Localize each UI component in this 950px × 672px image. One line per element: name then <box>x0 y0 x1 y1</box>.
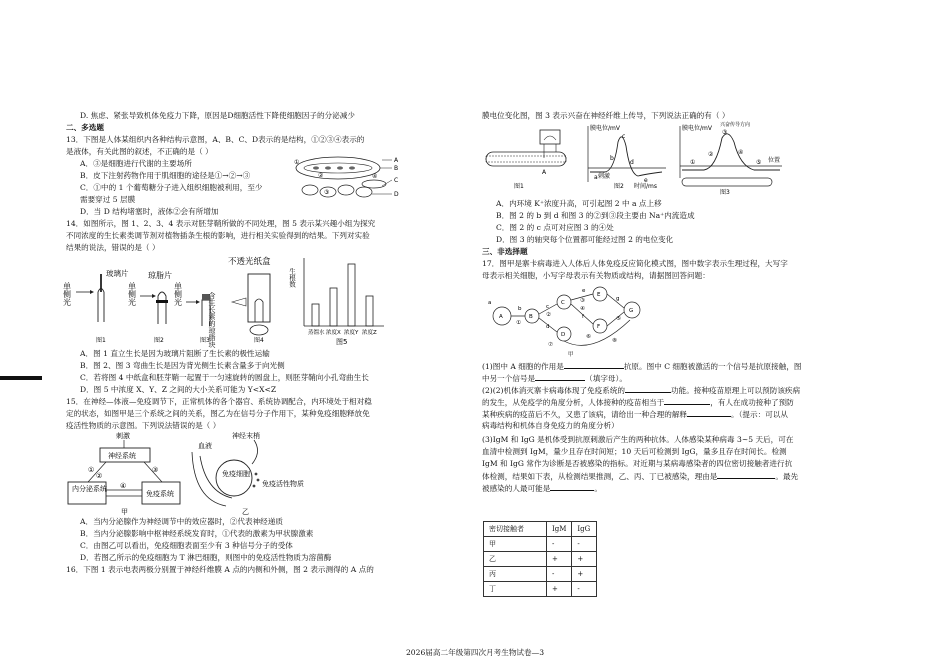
process-8: ⑧ <box>612 338 617 344</box>
q17-part3 <box>482 470 798 483</box>
label-b: B <box>394 165 399 172</box>
answer-blank[interactable] <box>535 372 585 381</box>
page-footer: 2026届高二年级第四次月考生物试卷—3 <box>405 648 545 657</box>
table-cell: - <box>572 537 597 552</box>
answer-blank[interactable] <box>564 360 624 369</box>
mark-5: ⑤ <box>756 159 762 166</box>
arrow-1: ① <box>88 466 95 474</box>
immune-substance-label: 免疫活性物质 <box>262 480 304 488</box>
cell-d: D <box>561 332 566 338</box>
answer-blank[interactable] <box>717 470 775 479</box>
q17-part1-text: （填字母）。 <box>585 374 627 383</box>
q13-tissue-figure <box>292 150 404 206</box>
bar <box>330 288 337 326</box>
q14-stem: 14．如图所示，图 1、2、3、4 表示对胚芽鞘所做的不同处理，图 5 表示某兴趣小组为探究 <box>66 219 376 228</box>
q15-stem: 定的状态，如图甲是三个系统之间的关系，图乙为在信号分子作用下，某种免疫细胞释放免 <box>66 409 370 418</box>
point-a: a <box>594 174 598 181</box>
label-c: C <box>394 177 399 184</box>
fig2-coleoptile <box>128 270 173 344</box>
table-row <box>484 582 597 597</box>
q16-stem: 膜电位变化图，图 3 表示兴奋在神经纤维上传导，下列说法正确的有（ ） <box>482 111 730 120</box>
q13-option-c: C．①中的 1 个葡萄糖分子进入组织细胞被利用，至少 <box>80 183 263 192</box>
table-header-row <box>484 522 597 537</box>
substance-a: a <box>488 300 492 306</box>
q17-part2-text: 某种疾病的疫苗后不久，又患了该病，请给出一种合理的解释 <box>482 410 688 419</box>
stimulus-label: 刺激 <box>116 432 130 440</box>
figure-1-label: 图1 <box>514 183 524 190</box>
q15-option-b: B．当内分泌腺影响中枢神经系统发育时，①代表的激素为甲状腺激素 <box>80 529 314 538</box>
cell-f: F <box>597 324 601 330</box>
nervous-system-box: 神经系统 <box>108 452 136 460</box>
mark-1: ① <box>690 159 696 166</box>
table-row <box>484 567 597 582</box>
table-cell: + <box>547 582 572 597</box>
table-cell: - <box>547 537 572 552</box>
q17-part3-text: 体检测，结果如下表，从检测结果推测，乙、丙、丁已被感染，理由是 <box>482 472 718 481</box>
q13-option-b: B．皮下注射药物作用于肌细胞的途径是①→②→③ <box>80 171 251 180</box>
substance-f: f <box>582 314 584 320</box>
section-multi-choice: 二、多选题 <box>66 123 104 132</box>
cell-e: E <box>597 292 601 298</box>
q17-part2 <box>482 396 794 409</box>
table-cell: 丙 <box>484 567 547 582</box>
fig1-label: 图1 <box>96 337 106 344</box>
blood-cells <box>313 166 355 169</box>
immune-system-box: 免疫系统 <box>146 490 174 498</box>
side-light-label: 单侧光 <box>62 282 72 306</box>
q12-option-d: D. 焦虑、紧张导致机体免疫力下降，原因是D细胞活性下降使细胞因子的分泌减少 <box>80 111 355 120</box>
figure-2-membrane-potential <box>588 124 666 190</box>
table-cell: + <box>572 567 597 582</box>
mark-4: ④ <box>738 149 744 156</box>
q14-coleoptile-figure <box>62 252 388 348</box>
q17-part1-text: 中另一个信号是 <box>482 374 536 383</box>
q14-option-a: A．图 1 直立生长是因为玻璃片阻断了生长素的极性运输 <box>80 349 270 358</box>
category-label: 浓度Y <box>344 330 359 336</box>
q16-option-b: B．图 2 的 b 到 d 和图 3 的②到③段主要由 Na⁺内流造成 <box>496 211 695 220</box>
endocrine-system-box: 内分泌系统 <box>72 485 107 493</box>
q14-stem: 不同浓度的生长素类调节剂对植物插条生根的影响，进行相关实验得到的结果。下列对实验 <box>66 231 370 240</box>
immune-cell-label: 免疫细胞 <box>222 470 250 478</box>
table-cell: 甲 <box>484 537 547 552</box>
q17-part1 <box>482 360 802 373</box>
cell-a: A <box>499 314 503 320</box>
nerve-ending-label: 神经末梢 <box>232 432 260 440</box>
cell-c: C <box>561 300 565 306</box>
arrow-2: ② <box>96 472 103 480</box>
antibody-results-table <box>483 521 597 597</box>
q13-option-d: D．当 D 结构堵塞时，液体②会有所增加 <box>80 207 219 216</box>
tissue-cells <box>302 185 372 197</box>
table-row <box>484 552 597 567</box>
table-header: IgG <box>572 522 597 537</box>
q14-stem: 结果的说法，错误的是（ ） <box>66 243 160 252</box>
answer-blank[interactable] <box>550 482 594 491</box>
label-a: A <box>394 157 399 164</box>
q17-part2-text: 的发生，从免疫学的角度分析，人体接种的疫苗相当于 <box>482 398 665 407</box>
q16-option-a: A．内环境 K⁺浓度升高，可引起图 2 中 a 点上移 <box>496 199 662 208</box>
q17-immune-figure <box>482 280 662 358</box>
q17-part3-text: 。最先 <box>775 472 799 481</box>
table-cell: - <box>572 582 597 597</box>
q13-option-a: A．③是细胞进行代谢的主要场所 <box>80 159 192 168</box>
q17-part2-text: 功能。接种疫苗原理上可以预防该疾病 <box>671 386 801 395</box>
lymph-vessel <box>362 180 386 188</box>
fig5-label: 图5 <box>336 338 348 346</box>
process-6: ⑥ <box>586 334 591 340</box>
q17-part3-text: 被感染的人最可能是 <box>482 484 551 493</box>
answer-blank[interactable] <box>625 384 671 393</box>
table-cell: - <box>547 567 572 582</box>
potential-axis-label: 膜电位/mV <box>590 125 620 132</box>
time-axis-label: 时间/ms <box>634 183 657 190</box>
bar <box>312 304 319 326</box>
cell-b: B <box>529 314 533 320</box>
side-light-label: 单侧光 <box>173 282 183 306</box>
q17-part1-text: (1)图中 A 细胞的作用是 <box>482 362 564 371</box>
figure-jia <box>68 431 180 516</box>
label-d: D <box>394 191 399 198</box>
substance-c: c <box>546 304 550 310</box>
q17-part2-text: 。（提示：可以从 <box>731 410 788 419</box>
table-cell: 丁 <box>484 582 547 597</box>
iaa-block-label: 含生长素的琼脂块 <box>208 292 216 348</box>
fig4-label: 图4 <box>254 337 264 344</box>
figure-3-conduction <box>680 121 782 196</box>
label-4: ④ <box>372 173 378 180</box>
q13-stem: 是液体，有关此图的叙述，不正确的是（ ） <box>66 147 213 156</box>
arrow-4: ④ <box>120 482 127 490</box>
table-header: IgM <box>547 522 572 537</box>
table-cell: + <box>572 552 597 567</box>
q15-option-c: C．由图乙可以看出，免疫细胞表面至少有 3 种信号分子的受体 <box>80 541 293 550</box>
q16-option-c: C．图 2 的 c 点可对应图 3 的④处 <box>496 223 614 232</box>
label-1: ① <box>294 159 300 166</box>
q15-option-d: D．若图乙所示的免疫细胞为 T 淋巴细胞，则图中的免疫活性物质为溶菌酶 <box>80 553 332 562</box>
section-free-response: 三、非选择题 <box>482 247 528 256</box>
category-label: 蒸馏水 <box>308 330 325 336</box>
q15-stem: 15．在神经—体液—免疫调节下，正常机体的各个器官、系统协调配合，内环境处于相对稳 <box>66 397 372 406</box>
q14-option-c: C．若将图 4 中纸盒和胚芽鞘一起置于一匀速旋转的圆盘上，则胚芽鞘向小孔弯曲生长 <box>80 373 369 382</box>
label-2: ② <box>318 172 324 179</box>
glass-label: 玻璃片 <box>106 269 129 278</box>
q16-neuron-figure <box>484 122 784 196</box>
q17-stem: 17．图甲是寨卡病毒进入人体后人体免疫反应简化模式图，图中数字表示生理过程，大写字 <box>482 259 788 268</box>
category-label: 浓度X <box>326 330 341 336</box>
q16-option-d: D．图 3 的轴突每个位置都可能经过图 2 的电位变化 <box>496 235 674 244</box>
answer-blank[interactable] <box>687 408 731 417</box>
table-row <box>484 537 597 552</box>
q17-stem: 母表示相关细胞，小写字母表示有关物质或结构，请据图回答问题： <box>482 271 710 280</box>
fig3-label: 图3 <box>200 337 210 344</box>
table-header: 密切接触者 <box>484 522 547 537</box>
q17-part2 <box>482 408 788 421</box>
blood-label: 血液 <box>198 442 212 450</box>
figure-jia-label: 甲 <box>121 508 128 516</box>
q15-option-a: A．当内分泌腺作为神经调节中的效应器时，②代表神经递质 <box>80 517 283 526</box>
substance-e: e <box>582 288 586 294</box>
q17-part3 <box>482 482 602 495</box>
process-7: ⑦ <box>548 342 553 348</box>
table-cell: 乙 <box>484 552 547 567</box>
mark-2: ② <box>708 151 714 158</box>
margin-mark <box>0 376 42 380</box>
process-4: ④ <box>580 306 585 312</box>
answer-blank[interactable] <box>664 396 710 405</box>
q15-stem: 疫活性物质的示意图。下列说法错误的是（ ） <box>66 421 221 430</box>
fig2-label: 图2 <box>154 337 164 344</box>
q17-part3: (3)IgM 和 IgG 是机体受到抗原刺激后产生的两种抗体。人体感染某种病毒 3~5 天后，可在 <box>482 435 794 444</box>
substance-b: b <box>518 306 522 312</box>
q17-part2-text: ，有人在成功接种了预防 <box>710 398 794 407</box>
q17-part2: 病毒结构和机体自身免疫力的角度分析） <box>482 421 619 430</box>
substance-g: g <box>616 296 620 302</box>
q13-option-c: 需要穿过 5 层膜 <box>80 195 136 204</box>
process-3: ③ <box>580 298 585 304</box>
position-axis-label: 位置 <box>768 157 781 164</box>
point-e: e <box>644 177 648 184</box>
q17-part3-text: 。 <box>594 484 602 493</box>
figure-yi <box>192 431 304 516</box>
mark-3: ③ <box>722 129 728 136</box>
process-5: ⑤ <box>616 316 621 322</box>
fig4-box <box>228 256 271 344</box>
chart-ylabel: 生根数 <box>288 268 296 288</box>
agar-label: 琼脂片 <box>148 271 172 280</box>
table-cell: + <box>547 552 572 567</box>
q14-option-d: D．图 5 中浓度 X、Y、Z 之间的大小关系可能为 Y<X<Z <box>80 385 277 394</box>
point-b: b <box>610 155 614 162</box>
figure-2-label: 图2 <box>614 183 624 190</box>
box-label: 不透光纸盒 <box>228 257 271 267</box>
substance-d: d <box>546 324 550 330</box>
q17-part2-text: (2)(2)机体消灭寨卡病毒体现了免疫系统的 <box>482 386 626 395</box>
direction-label: 兴奋传导方向 <box>720 122 751 128</box>
stimulus-label: 刺激 <box>598 173 611 180</box>
point-d: d <box>630 159 634 166</box>
label-3: ③ <box>324 189 330 196</box>
fig1-coleoptile <box>63 268 129 344</box>
q17-part2 <box>482 384 800 397</box>
bar <box>366 296 373 326</box>
q17-part3: IgM 和 IgG 常作为诊断是否被感染的指标。对近期与某病毒感染者的四位密切接触者进行抗 <box>482 459 793 468</box>
category-label: 浓度Z <box>362 330 377 336</box>
q17-part1-text: 抗原。图中 C 细胞被激活的一个信号是抗原接触，图 <box>623 362 802 371</box>
side-light-label: 单侧光 <box>127 282 137 306</box>
q14-option-b: B．图 2、图 3 弯曲生长是因为背光侧生长素含量多于向光侧 <box>80 361 285 370</box>
figure-yi-label: 乙 <box>242 508 249 516</box>
fig5-bar-chart <box>288 258 384 346</box>
potential-axis-label: 膜电位/mV <box>682 125 712 132</box>
figure-1-electrode <box>486 130 566 190</box>
point-c: c <box>622 133 626 140</box>
figure-jia-label: 甲 <box>568 352 574 358</box>
bar <box>348 264 355 326</box>
process-1: ① <box>516 320 521 326</box>
fig3-coleoptile <box>174 281 217 349</box>
q13-stem: 13．下图是人体某组织内各种结构示意图，A、B、C、D表示的是结构，①②③④表示的 <box>66 135 365 144</box>
q17-part3: 血清中检测到 IgM，量少且存在时间短；10 天后可检测到 IgG，量多且存在时间长。检测 <box>482 447 787 456</box>
arrow-3: ③ <box>152 466 159 474</box>
q16-stem: 16．下图 1 表示电表两极分别置于神经纤维膜 A 点的内侧和外侧，图 2 表示测得的 A 点的 <box>66 565 374 574</box>
q17-part1 <box>482 372 627 385</box>
point-a-label: A <box>542 169 547 176</box>
process-2: ② <box>546 312 551 318</box>
q15-systems-figure <box>66 430 316 516</box>
figure-3-label: 图3 <box>720 189 730 196</box>
cell-g: G <box>629 308 634 314</box>
